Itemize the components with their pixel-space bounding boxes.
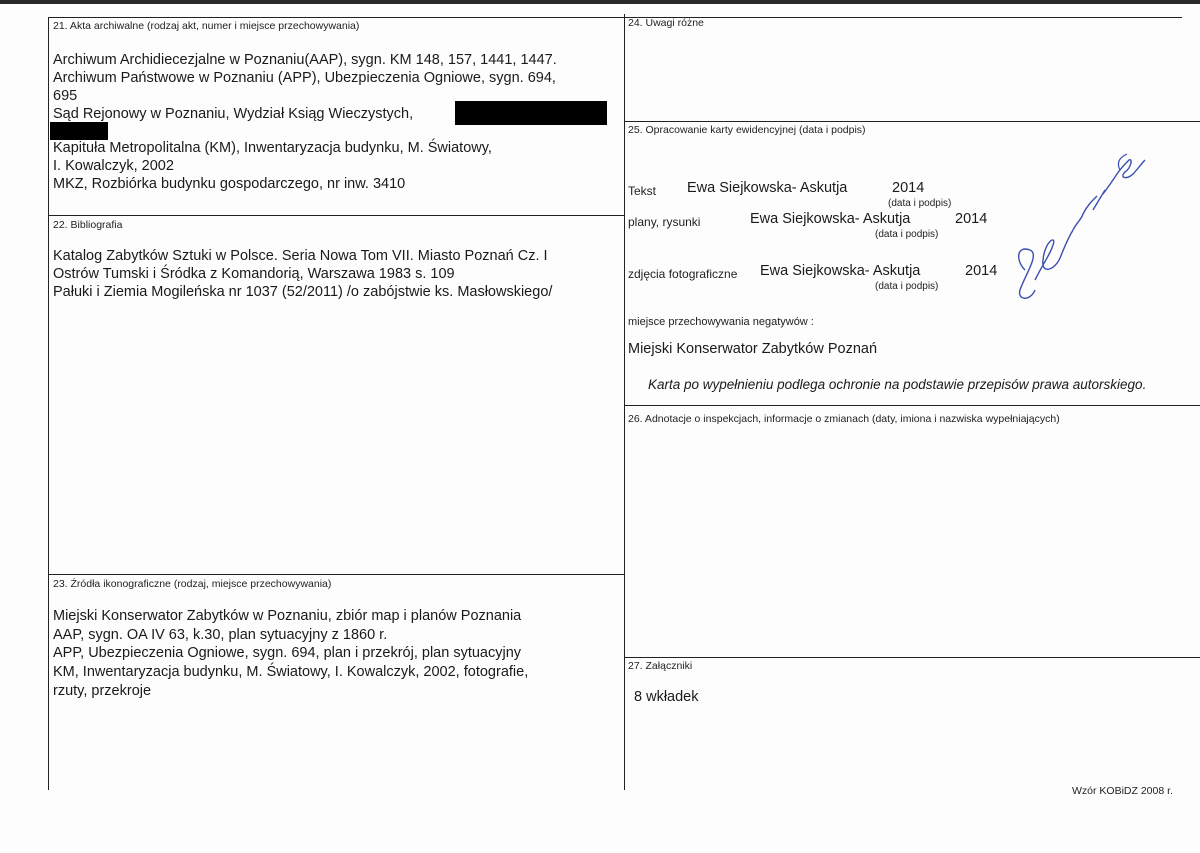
section-26-label: 26. Adnotacje o inspekcjach, informacje o zmianach (daty, imiona i nazwiska wypełniających)	[628, 413, 1060, 425]
s21-line-2: Archiwum Państwowe w Poznaniu (APP), Ubezpieczenia Ogniowe, sygn. 694,	[53, 70, 556, 86]
zdjecia-author: Ewa Siejkowska- Askutja	[760, 263, 921, 279]
divider-21-top	[48, 17, 1182, 18]
tekst-data-podpis: (data i podpis)	[888, 198, 952, 209]
s21-line-7: MKZ, Rozbiórka budynku gospodarczego, nr inw. 3410	[53, 176, 406, 192]
copyright-notice: Karta po wypełnieniu podlega ochronie na podstawie przepisów prawa autorskiego.	[648, 377, 1147, 392]
s23-line-4: KM, Inwentaryzacja budynku, M. Światowy, I. Kowalczyk, 2002, fotografie,	[53, 664, 529, 680]
s22-line-3: Pałuki i Ziemia Mogileńska nr 1037 (52/2011) /o zabójstwie ks. Masłowskiego/	[53, 284, 553, 300]
scan-top-edge	[0, 0, 1200, 4]
plany-year: 2014	[955, 211, 988, 227]
s23-line-2: AAP, sygn. OA IV 63, k.30, plan sytuacyjny z 1860 r.	[53, 627, 388, 643]
section-21-label: 21. Akta archiwalne (rodzaj akt, numer i miejsce przechowywania)	[53, 20, 360, 32]
s23-line-3: APP, Ubezpieczenia Ogniowe, sygn. 694, plan i przekrój, plan sytuacyjny	[53, 645, 522, 661]
divider-23-top	[48, 574, 624, 575]
negatives-value: Miejski Konserwator Zabytków Poznań	[628, 341, 878, 357]
handwritten-signature	[1005, 150, 1155, 310]
tekst-author: Ewa Siejkowska- Askutja	[687, 180, 848, 196]
s21-line-4: Sąd Rejonowy w Poznaniu, Wydział Ksiąg Wieczystych,	[53, 106, 414, 122]
s21-line-3: 695	[53, 88, 78, 104]
tekst-year: 2014	[892, 180, 925, 196]
divider-25-top	[624, 121, 1200, 122]
divider-left-edge	[48, 17, 49, 790]
s21-line-6: I. Kowalczyk, 2002	[53, 158, 174, 174]
plany-label: plany, rysunki	[628, 215, 701, 229]
section-24-label: 24. Uwagi różne	[628, 17, 704, 29]
tekst-label: Tekst	[628, 184, 657, 198]
divider-center	[624, 14, 625, 790]
plany-author: Ewa Siejkowska- Askutja	[750, 211, 911, 227]
divider-22-top	[48, 215, 624, 216]
section-27-label: 27. Załączniki	[628, 660, 693, 672]
zdjecia-label: zdjęcia fotograficzne	[628, 267, 738, 281]
zdjecia-year: 2014	[965, 263, 998, 279]
divider-27-top	[624, 657, 1200, 658]
s21-line-1: Archiwum Archidiecezjalne w Poznaniu(AAP), sygn. KM 148, 157, 1441, 1447.	[53, 52, 557, 68]
s22-line-2: Ostrów Tumski i Śródka z Komandorią, Warszawa 1983 s. 109	[53, 266, 455, 282]
s23-line-1: Miejski Konserwator Zabytków w Poznaniu, zbiór map i planów Poznania	[53, 608, 522, 624]
redaction-bar-1	[455, 101, 607, 125]
attachments-value: 8 wkładek	[634, 689, 699, 705]
section-22-label: 22. Bibliografia	[53, 219, 123, 231]
s21-line-5: Kapituła Metropolitalna (KM), Inwentaryzacja budynku, M. Światowy,	[53, 140, 492, 156]
negatives-label: miejsce przechowywania negatywów :	[628, 316, 814, 328]
plany-data-podpis: (data i podpis)	[875, 229, 939, 240]
form-template-footer: Wzór KOBiDZ 2008 r.	[1072, 785, 1173, 797]
section-25-label: 25. Opracowanie karty ewidencyjnej (data i podpis)	[628, 124, 866, 136]
section-23-label: 23. Źródła ikonograficzne (rodzaj, miejsce przechowywania)	[53, 578, 332, 590]
divider-26-top	[624, 405, 1200, 406]
s23-line-5: rzuty, przekroje	[53, 683, 152, 699]
redaction-bar-2	[50, 122, 108, 140]
s22-line-1: Katalog Zabytków Sztuki w Polsce. Seria Nowa Tom VII. Miasto Poznań Cz. I	[53, 248, 548, 264]
zdjecia-data-podpis: (data i podpis)	[875, 281, 939, 292]
